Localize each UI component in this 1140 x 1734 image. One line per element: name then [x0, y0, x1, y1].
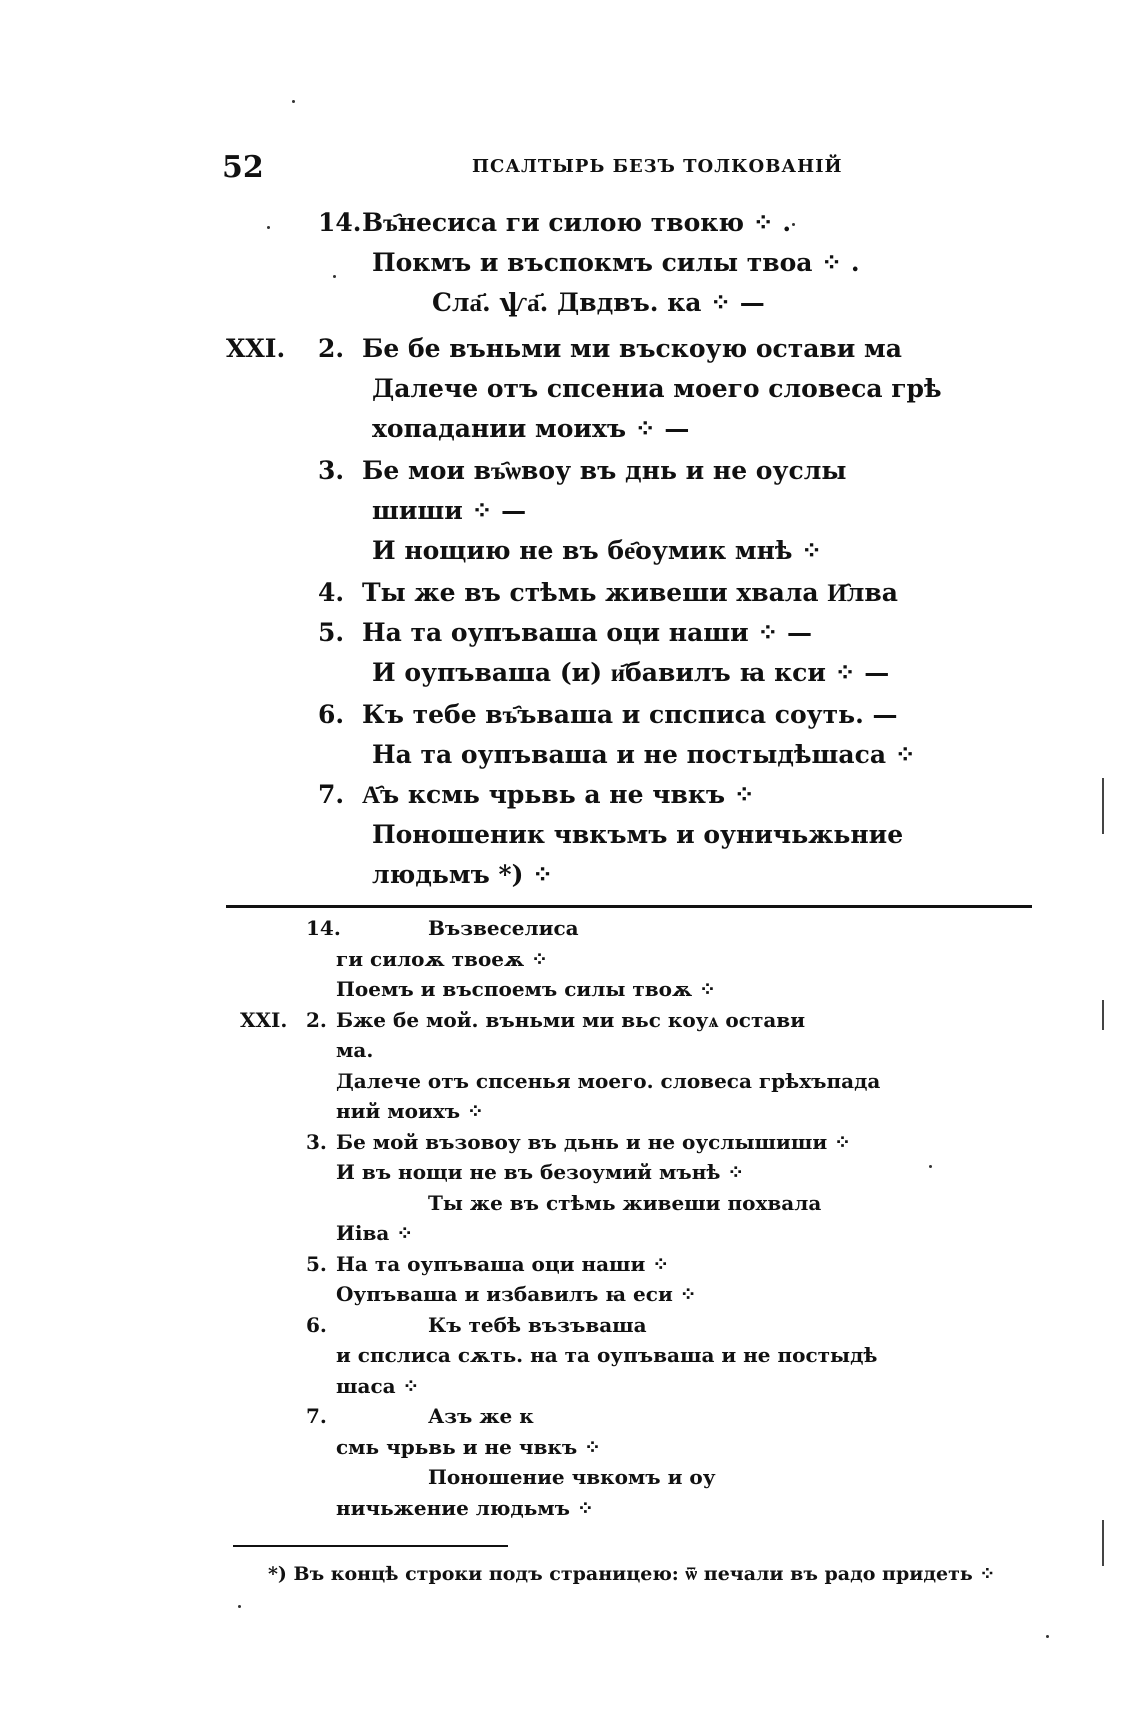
verse-line: И оупъваша (и) и҄бавилъ ꙗ кси ⁘ —: [372, 658, 890, 687]
verse-line: Сла҃. ѱа҃. Двдвъ. ка ⁘ —: [432, 288, 765, 317]
scan-speck: [292, 100, 295, 103]
verse-number: 3.: [318, 456, 345, 485]
verse-line: Бже бе мой. въньми ми вьс коуѧ остави: [336, 1007, 806, 1032]
scan-speck: [1046, 1635, 1049, 1638]
verse-line: Ты же въ стѣмь живеши хвала И҄лва: [362, 578, 898, 607]
verse-line: Въ҄несиса ги силою твокю ⁘ .: [362, 208, 792, 237]
verse-number: 4.: [318, 578, 345, 607]
verse-line: ги силоѫ твоеѫ ⁘: [336, 946, 548, 971]
verse-line: Оупъваша и избавилъ ꙗ еси ⁘: [336, 1282, 697, 1306]
verse-line: Възвеселиса: [428, 916, 579, 940]
scan-edge-mark: [1102, 778, 1104, 834]
verse-line: А҄ъ ксмь чрьвь а не чвкъ ⁘: [362, 780, 755, 809]
verse-line: Поношеник чвкъмъ и оуничьжьние: [372, 820, 904, 849]
running-title: ПСАЛТЫРЬ БЕЗЪ ТОЛКОВАНІЙ: [472, 156, 843, 177]
scan-speck: [267, 226, 270, 229]
verse-number: 5.: [306, 1251, 327, 1276]
verse-line: Покмъ и въспокмъ силы твоа ⁘ .: [372, 248, 860, 277]
verse-line: Поношение чвкомъ и оу: [428, 1465, 716, 1489]
verse-line: людьмъ *) ⁘: [372, 860, 554, 889]
section-divider: [226, 905, 1032, 908]
page-number: 52: [222, 150, 264, 185]
verse-line: Бе бе въньми ми въскоую остави ма: [362, 334, 902, 363]
verse-line: смь чрьвь и не чвкъ ⁘: [336, 1434, 601, 1459]
verse-line: Азъ же к: [428, 1404, 534, 1428]
verse-number: 6.: [306, 1312, 327, 1337]
verse-line: И нощию не въ бе҄оумик мнѣ ⁘: [372, 536, 823, 565]
verse-number: 7.: [318, 780, 345, 809]
scan-speck: [792, 223, 795, 226]
scan-speck: [238, 1605, 241, 1608]
scan-speck: [929, 1165, 932, 1168]
verse-line: На та оупъваша оци наши ⁘: [336, 1251, 670, 1276]
verse-number: 7.: [306, 1404, 327, 1428]
verse-line: И въ нощи не въ безоумий мънѣ ⁘: [336, 1160, 745, 1184]
footnote-rule: [233, 1545, 508, 1547]
footnote: *) Въ концѣ строки подъ страницею: ѿ печали въ радо придеть ⁘: [268, 1563, 996, 1585]
scan-speck: [333, 275, 336, 278]
psalm-number: XXI.: [240, 1007, 288, 1032]
verse-line: и спслиса сѫть. на та оупъваша и не постыдѣ: [336, 1343, 878, 1367]
scan-edge-mark: [1102, 1000, 1104, 1030]
verse-line: Далече отъ спсенья моего. словеса грѣхъпада: [336, 1068, 881, 1093]
verse-number: 6.: [318, 700, 345, 729]
verse-line: Поемъ и въспоемъ силы твоѫ ⁘: [336, 977, 716, 1001]
verse-line: ний моихъ ⁘: [336, 1099, 484, 1123]
verse-line: На та оупъваша и не постыдѣшаса ⁘: [372, 740, 916, 769]
verse-line: На та оупъваша оци наши ⁘ —: [362, 618, 813, 647]
verse-line: шаса ⁘: [336, 1373, 420, 1398]
verse-line: шиши ⁘ —: [372, 496, 527, 525]
verse-number: 5.: [318, 618, 345, 647]
verse-number: 14.: [318, 208, 362, 237]
verse-line: Къ тебе въ҄ъваша и спсписа соуть. —: [362, 700, 898, 729]
verse-line: Бе мои въ҄ѡвоу въ днь и не оуслы: [362, 456, 847, 485]
verse-number: 3.: [306, 1129, 327, 1154]
verse-number: 14.: [306, 916, 341, 940]
verse-line: Далече отъ спсениа моего словеса грѣ: [372, 374, 942, 403]
verse-number: 2.: [318, 334, 345, 363]
verse-line: Ты же въ стѣмь живеши похвала: [428, 1190, 822, 1215]
verse-line: хопадании моихъ ⁘ —: [372, 414, 690, 443]
verse-line: Къ тебѣ възъваша: [428, 1312, 647, 1337]
verse-line: ничьжение людьмъ ⁘: [336, 1495, 594, 1520]
psalm-number: XXI.: [226, 334, 286, 363]
verse-line: Бе мой възовоу въ дьнь и не оуслышиши ⁘: [336, 1129, 851, 1154]
verse-line: Иіва ⁘: [336, 1221, 414, 1245]
verse-line: ма.: [336, 1038, 374, 1062]
scan-edge-mark: [1102, 1520, 1104, 1566]
verse-number: 2.: [306, 1007, 327, 1032]
